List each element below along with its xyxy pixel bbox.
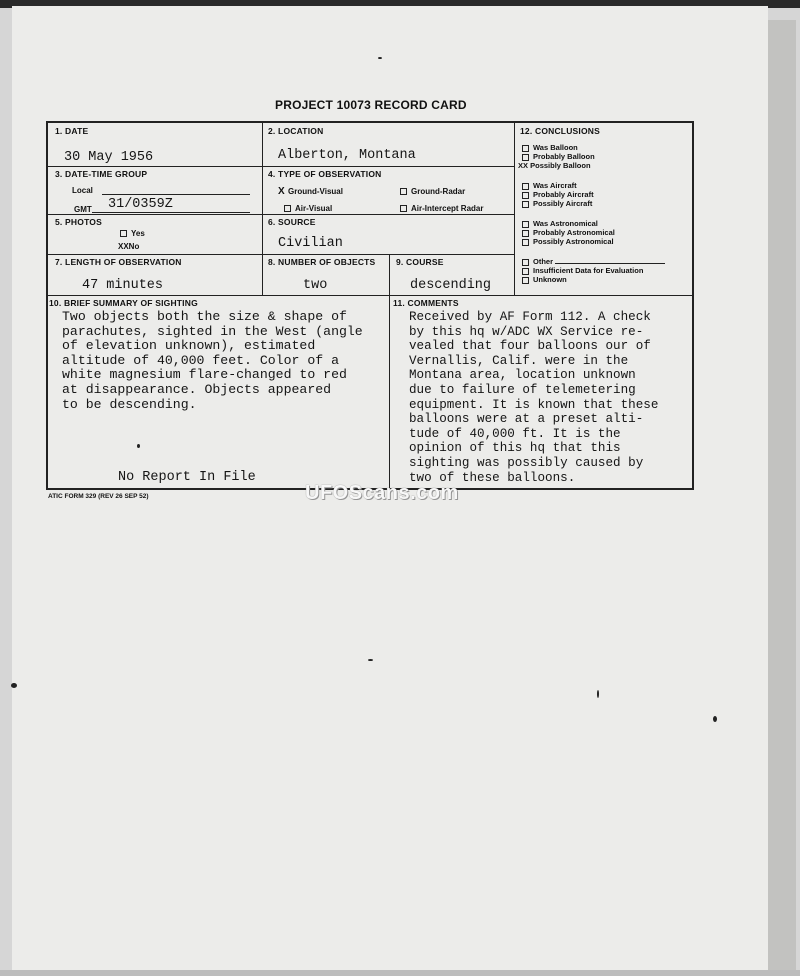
air-visual-option: Air-Visual (284, 204, 332, 213)
summary-line: Two objects both the size & shape of (62, 309, 347, 324)
length-label: 7. LENGTH OF OBSERVATION (55, 257, 182, 267)
checkbox-icon (522, 277, 529, 284)
comment-line: balloons were at a preset alti- (409, 412, 644, 427)
comment-line: Received by AF Form 112. A check (409, 310, 651, 324)
comments-text (409, 310, 658, 485)
comment-line: by this hq w/ADC WX Service re- (409, 324, 644, 339)
checkbox-icon (522, 201, 529, 208)
dtg-label: 3. DATE-TIME GROUP (55, 169, 148, 179)
photos-no-option: XXNo (118, 242, 140, 251)
conclusion-item: Probably Balloon (522, 152, 595, 161)
conclusions-group-astronomical (522, 219, 615, 246)
grid-line (47, 254, 514, 255)
comment-line: Vernallis, Calif. were in the (409, 353, 629, 368)
local-label: Local (72, 186, 93, 195)
conclusion-item: Possibly Aircraft (522, 199, 594, 208)
ground-visual-checkmark: X (278, 186, 285, 197)
num-objects-value: two (303, 278, 328, 293)
watermark: UFOScans.com (305, 482, 459, 504)
conclusions-label: 12. CONCLUSIONS (520, 126, 600, 136)
grid-line (47, 166, 514, 167)
date-value: 30 May 1956 (64, 150, 154, 165)
scan-speck (368, 659, 373, 661)
checkbox-icon (522, 259, 529, 266)
scan-speck (713, 716, 717, 722)
conclusions-group-other (522, 257, 665, 284)
scan-right-edge (768, 20, 796, 976)
gmt-value: 31/0359Z (108, 197, 173, 212)
comment-line: Montana area, location unknown (409, 368, 636, 383)
checked-mark: XX (518, 161, 529, 170)
comment-line: tude of 40,000 ft. It is the (409, 426, 621, 441)
local-line (102, 194, 250, 195)
checkbox-icon (522, 230, 529, 237)
air-intercept-option: Air-Intercept Radar (400, 204, 483, 213)
checkbox-icon (522, 154, 529, 161)
conclusion-item-checked: XX Possibly Balloon (518, 161, 591, 170)
grid-line (47, 295, 692, 296)
conclusion-item: Probably Aircraft (522, 190, 594, 199)
comments-label: 11. COMMENTS (393, 298, 459, 308)
comment-line: due to failure of telemetering (409, 382, 636, 397)
date-label: 1. DATE (55, 126, 89, 136)
conclusion-item: Was Aircraft (522, 181, 594, 190)
comment-line: opinion of this hq that this (409, 441, 621, 456)
scan-speck (378, 57, 382, 59)
summary-line: altitude of 40,000 feet. Color of a (62, 352, 339, 368)
checkbox-icon (522, 221, 529, 228)
photos-label: 5. PHOTOS (55, 217, 102, 227)
ground-visual-option: Ground-Visual (288, 187, 343, 196)
scan-speck (11, 683, 17, 688)
conclusion-item: Possibly Astronomical (522, 237, 615, 246)
conclusion-item: Other (522, 257, 665, 266)
checkbox-icon (522, 268, 529, 275)
grid-line (47, 214, 514, 215)
conclusion-item: Was Astronomical (522, 219, 615, 228)
grid-line (514, 122, 515, 296)
form-number: ATIC FORM 329 (REV 26 SEP 52) (48, 493, 149, 500)
checkbox-icon (400, 205, 407, 212)
summary-line: parachutes, sighted in the West (angle (62, 323, 363, 339)
conclusion-item: Was Balloon (522, 143, 595, 152)
location-label: 2. LOCATION (268, 126, 324, 136)
scan-bottom-edge (0, 970, 800, 976)
no-report-note: No Report In File (118, 470, 256, 485)
course-value: descending (410, 278, 492, 293)
comment-line: two of these balloons. (409, 470, 576, 485)
summary-line: to be descending. (62, 396, 197, 412)
location-value: Alberton, Montana (278, 148, 416, 163)
photos-no-checkmark: XX (118, 242, 129, 251)
summary-text (62, 310, 363, 412)
conclusions-group-balloon (518, 143, 595, 170)
source-label: 6. SOURCE (268, 217, 316, 227)
conclusions-group-aircraft (522, 181, 594, 208)
conclusion-item: Insufficient Data for Evaluation (522, 266, 665, 275)
summary-line: of elevation unknown), estimated (62, 338, 316, 354)
summary-label: 10. BRIEF SUMMARY OF SIGHTING (49, 298, 198, 308)
gmt-label: GMT (74, 205, 92, 214)
checkbox-icon (120, 230, 127, 237)
summary-line: at disappearance. Objects appeared (62, 381, 332, 397)
length-value: 47 minutes (82, 278, 164, 293)
summary-line: white magnesium flare-changed to red (62, 367, 347, 383)
source-value: Civilian (278, 236, 343, 251)
course-label: 9. COURSE (396, 257, 444, 267)
observation-type-label: 4. TYPE OF OBSERVATION (268, 169, 382, 179)
checkbox-icon (522, 183, 529, 190)
card-title: PROJECT 10073 RECORD CARD (275, 98, 467, 112)
scan-speck (137, 444, 140, 448)
checkbox-icon (522, 192, 529, 199)
photos-yes-option: Yes (120, 229, 145, 238)
checkbox-icon (522, 145, 529, 152)
ground-radar-option: Ground-Radar (400, 187, 465, 196)
gmt-line (92, 212, 250, 213)
grid-line (389, 254, 390, 488)
checkbox-icon (400, 188, 407, 195)
conclusion-item: Unknown (522, 275, 665, 284)
num-objects-label: 8. NUMBER OF OBJECTS (268, 257, 376, 267)
scan-speck (597, 690, 599, 698)
comment-line: sighting was possibly caused by (409, 455, 644, 470)
conclusion-item: Probably Astronomical (522, 228, 615, 237)
grid-line (262, 122, 263, 296)
comment-line: equipment. It is known that these (409, 397, 659, 412)
checkbox-icon (522, 239, 529, 246)
checkbox-icon (284, 205, 291, 212)
comment-line: vealed that four balloons our of (409, 339, 651, 354)
